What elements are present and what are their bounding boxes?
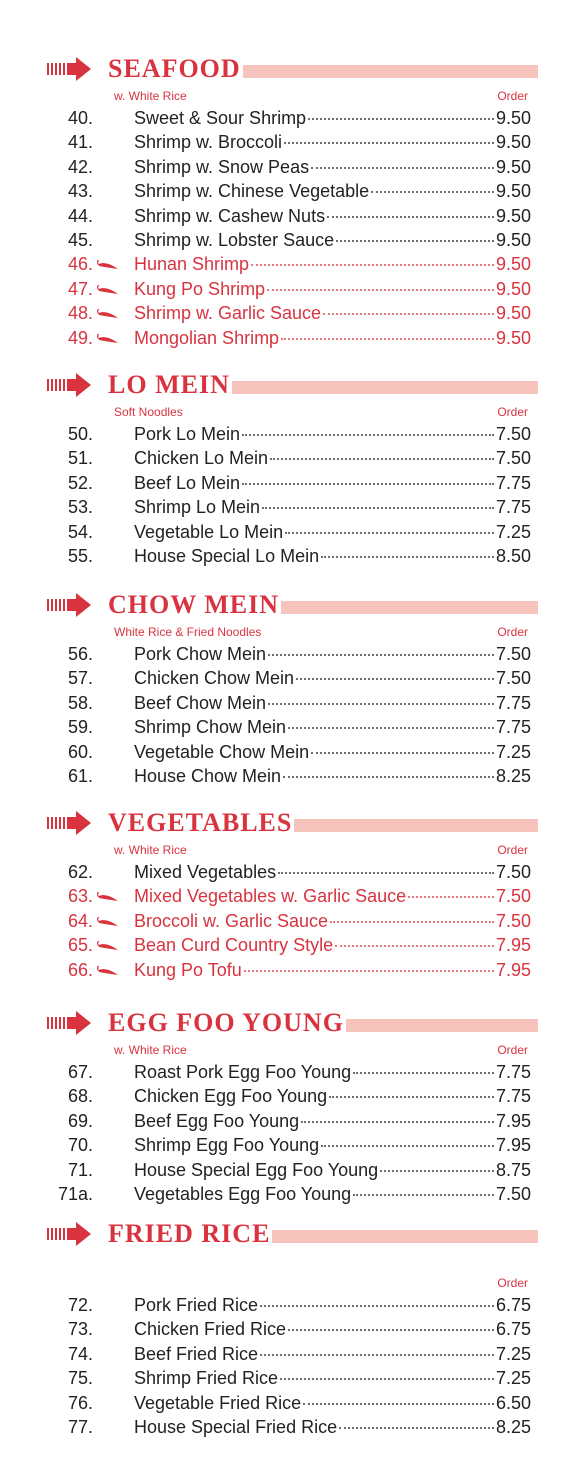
section-title: FRIED RICE: [108, 1219, 271, 1248]
dot-leader: [308, 117, 494, 120]
item-line: [134, 1109, 531, 1133]
section-title: EGG FOO YOUNG: [108, 1008, 344, 1037]
item-price: 9.50: [495, 229, 531, 250]
item-number: 60.: [67, 741, 93, 762]
section-seafood: [0, 54, 581, 350]
item-line: [134, 1415, 531, 1439]
item-name: Kung Po Tofu: [134, 959, 242, 980]
item-line: [134, 1084, 531, 1108]
arrow-icon: [46, 810, 92, 836]
dot-leader: [251, 263, 494, 266]
item-price: 7.95: [495, 935, 531, 956]
section-band: [210, 381, 538, 394]
item-name: Shrimp w. Garlic Sauce: [134, 303, 322, 324]
menu-item: [0, 642, 581, 666]
section-subheader: [0, 1040, 581, 1060]
item-line: [134, 1366, 531, 1390]
pepper-icon: [96, 334, 120, 344]
dot-leader: [260, 1353, 494, 1356]
item-price: 9.50: [495, 278, 531, 299]
item-number: 47.: [67, 278, 93, 299]
item-line: [134, 471, 531, 495]
section-header: [0, 1219, 581, 1251]
item-name: Vegetable Chow Mein: [134, 741, 310, 762]
menu-item: [0, 1109, 581, 1133]
item-name: Shrimp Chow Mein: [134, 717, 287, 738]
arrow-icon: [46, 56, 92, 82]
item-line: [134, 422, 531, 446]
item-name: House Special Egg Foo Young: [134, 1159, 379, 1180]
item-price: 7.50: [495, 424, 531, 444]
section-fried-rice: [0, 1219, 581, 1439]
dot-leader: [311, 751, 494, 754]
item-name: Vegetables Egg Foo Young: [134, 1183, 352, 1204]
dot-leader: [244, 969, 494, 972]
item-price: 7.50: [495, 1183, 531, 1204]
menu-item: [0, 1293, 581, 1317]
dot-leader: [242, 482, 494, 485]
item-line: [134, 764, 531, 788]
item-name: House Special Lo Mein: [134, 545, 320, 566]
item-number: 72.: [67, 1295, 93, 1315]
item-number: 66.: [67, 959, 93, 980]
item-line: [134, 495, 531, 519]
item-name: Chicken Fried Rice: [134, 1319, 287, 1340]
item-name: Vegetable Fried Rice: [134, 1392, 302, 1413]
item-price: 7.75: [495, 1086, 531, 1107]
item-number: 71.: [67, 1159, 93, 1180]
item-number: 63.: [67, 886, 93, 907]
item-name: Mixed Vegetables w. Garlic Sauce: [134, 886, 407, 907]
menu-item: [0, 1391, 581, 1415]
dot-leader: [329, 1095, 494, 1098]
dot-leader: [336, 239, 494, 242]
section-title: VEGETABLES: [108, 808, 293, 837]
item-name: Hunan Shrimp: [134, 254, 250, 275]
section-egg-foo-young: [0, 1008, 581, 1206]
dot-leader: [323, 312, 494, 315]
item-number: 74.: [67, 1343, 93, 1364]
menu-item: [0, 106, 581, 130]
item-line: [134, 691, 531, 715]
item-name: Beef Fried Rice: [134, 1343, 259, 1364]
item-name: Beef Chow Mein: [134, 692, 267, 713]
menu-item: [0, 1415, 581, 1439]
menu-item: [0, 252, 581, 276]
item-number: 69.: [67, 1110, 93, 1131]
item-line: [134, 740, 531, 764]
item-price: 7.75: [495, 717, 531, 738]
section-chow-mein: [0, 590, 581, 788]
item-line: [134, 277, 531, 301]
item-number: 51.: [67, 448, 93, 469]
item-line: [134, 106, 531, 130]
pepper-icon: [96, 892, 120, 902]
item-name: Pork Lo Mein: [134, 424, 241, 444]
item-line: [134, 204, 531, 228]
item-line: [134, 179, 531, 203]
section-subheader: [0, 402, 581, 422]
item-number: 75.: [67, 1368, 93, 1389]
item-line: [134, 446, 531, 470]
item-price: 7.95: [495, 1135, 531, 1156]
item-name: Shrimp w. Chinese Vegetable: [134, 181, 370, 202]
item-name: Shrimp Egg Foo Young: [134, 1135, 320, 1156]
item-number: 57.: [67, 668, 93, 689]
item-list: [0, 106, 581, 350]
item-price: 9.50: [495, 254, 531, 275]
menu-item: [0, 326, 581, 350]
item-line: [134, 326, 531, 350]
menu-item: [0, 520, 581, 544]
menu-item: [0, 860, 581, 884]
item-price: 8.25: [495, 765, 531, 786]
dot-leader: [371, 190, 494, 193]
section-header: [0, 54, 581, 86]
item-number: 71a.: [57, 1183, 93, 1204]
section-vegetables: [0, 808, 581, 982]
item-price: 7.25: [495, 1343, 531, 1364]
item-line: [134, 1133, 531, 1157]
item-name: Kung Po Shrimp: [134, 278, 266, 299]
item-number: 49.: [67, 327, 93, 348]
item-name: Bean Curd Country Style: [134, 935, 334, 956]
section-subheader: [0, 86, 581, 106]
item-price: 7.25: [495, 521, 531, 542]
item-price: 7.50: [495, 862, 531, 882]
item-number: 68.: [67, 1086, 93, 1107]
item-name: Shrimp Fried Rice: [134, 1368, 279, 1389]
dot-leader: [353, 1071, 494, 1074]
arrow-icon: [46, 1221, 92, 1247]
pepper-icon: [96, 917, 120, 927]
item-name: Chicken Egg Foo Young: [134, 1086, 328, 1107]
item-line: [134, 155, 531, 179]
menu-item: [0, 933, 581, 957]
pepper-icon: [96, 309, 120, 319]
order-label: Order: [497, 89, 528, 103]
item-price: 9.50: [495, 108, 531, 128]
section-title: SEAFOOD: [108, 54, 241, 83]
section-title: CHOW MEIN: [108, 590, 280, 619]
dot-leader: [330, 920, 494, 923]
item-line: [134, 520, 531, 544]
item-number: 70.: [67, 1135, 93, 1156]
item-number: 52.: [67, 472, 93, 493]
item-number: 77.: [67, 1416, 93, 1437]
menu-item: [0, 764, 581, 788]
dot-leader: [283, 775, 494, 778]
pepper-icon: [96, 966, 120, 976]
arrow-icon: [46, 592, 92, 618]
item-line: [134, 860, 531, 884]
section-subtitle: Soft Noodles: [114, 405, 183, 419]
item-name: Pork Fried Rice: [134, 1295, 259, 1315]
item-line: [134, 1293, 531, 1317]
menu-item: [0, 228, 581, 252]
item-number: 56.: [67, 644, 93, 664]
dot-leader: [267, 288, 494, 291]
dot-leader: [301, 1120, 494, 1123]
item-name: Vegetable Lo Mein: [134, 521, 284, 542]
item-number: 44.: [67, 205, 93, 226]
menu-item: [0, 179, 581, 203]
item-list: [0, 422, 581, 568]
item-line: [134, 666, 531, 690]
dot-leader: [242, 433, 494, 436]
item-line: [134, 1060, 531, 1084]
section-lo-mein: [0, 370, 581, 568]
item-price: 9.50: [495, 132, 531, 153]
item-name: Shrimp w. Cashew Nuts: [134, 205, 326, 226]
dot-leader: [270, 457, 494, 460]
pepper-icon: [96, 941, 120, 951]
item-line: [134, 130, 531, 154]
menu-item: [0, 1182, 581, 1206]
item-number: 46.: [67, 254, 93, 275]
section-subheader: [0, 1251, 581, 1293]
item-line: [134, 909, 531, 933]
dot-leader: [288, 1328, 494, 1331]
item-price: 9.50: [495, 156, 531, 177]
item-price: 7.75: [495, 472, 531, 493]
pepper-icon: [96, 260, 120, 270]
item-number: 48.: [67, 303, 93, 324]
pepper-icon: [96, 285, 120, 295]
menu-item: [0, 471, 581, 495]
menu-item: [0, 958, 581, 982]
item-number: 61.: [67, 765, 93, 786]
item-price: 7.50: [495, 910, 531, 931]
menu-item: [0, 715, 581, 739]
item-line: [134, 715, 531, 739]
menu-item: [0, 544, 581, 568]
item-number: 53.: [67, 497, 93, 518]
item-name: Mixed Vegetables: [134, 862, 277, 882]
order-label: Order: [497, 625, 528, 639]
dot-leader: [321, 1144, 494, 1147]
section-subtitle: w. White Rice: [114, 89, 187, 103]
item-price: 7.25: [495, 741, 531, 762]
item-price: 8.25: [495, 1416, 531, 1437]
menu-item: [0, 691, 581, 715]
dot-leader: [296, 677, 494, 680]
menu-item: [0, 884, 581, 908]
item-number: 58.: [67, 692, 93, 713]
dot-leader: [311, 166, 494, 169]
dot-leader: [268, 653, 494, 656]
item-name: Broccoli w. Garlic Sauce: [134, 910, 329, 931]
item-price: 7.50: [495, 886, 531, 907]
item-name: Chicken Lo Mein: [134, 448, 269, 469]
item-line: [134, 1158, 531, 1182]
dot-leader: [284, 141, 494, 144]
item-name: Sweet & Sour Shrimp: [134, 108, 307, 128]
section-band: [210, 65, 538, 78]
item-price: 7.75: [495, 692, 531, 713]
dot-leader: [278, 871, 494, 874]
item-list: [0, 642, 581, 788]
item-line: [134, 1342, 531, 1366]
item-price: 9.50: [495, 205, 531, 226]
item-number: 73.: [67, 1319, 93, 1340]
arrow-icon: [46, 372, 92, 398]
dot-leader: [339, 1426, 494, 1429]
item-line: [134, 544, 531, 568]
item-name: Beef Lo Mein: [134, 472, 241, 493]
item-line: [134, 958, 531, 982]
section-header: [0, 1008, 581, 1040]
dot-leader: [281, 337, 494, 340]
dot-leader: [285, 531, 494, 534]
menu-item: [0, 495, 581, 519]
item-line: [134, 933, 531, 957]
section-header: [0, 370, 581, 402]
item-number: 64.: [67, 910, 93, 931]
item-number: 41.: [67, 132, 93, 153]
menu-item: [0, 1342, 581, 1366]
item-price: 8.75: [495, 1159, 531, 1180]
item-number: 59.: [67, 717, 93, 738]
item-line: [134, 884, 531, 908]
item-line: [134, 1182, 531, 1206]
dot-leader: [288, 726, 494, 729]
menu-item: [0, 1060, 581, 1084]
item-price: 6.50: [495, 1392, 531, 1413]
item-number: 50.: [67, 424, 93, 444]
item-price: 9.50: [495, 303, 531, 324]
item-price: 7.50: [495, 668, 531, 689]
item-list: [0, 1060, 581, 1206]
section-subtitle: w. White Rice: [114, 1043, 187, 1057]
item-number: 45.: [67, 229, 93, 250]
menu-item: [0, 1084, 581, 1108]
menu-item: [0, 422, 581, 446]
item-line: [134, 252, 531, 276]
section-title: LO MEIN: [108, 370, 230, 399]
menu-item: [0, 1317, 581, 1341]
section-header: [0, 590, 581, 622]
item-line: [134, 1317, 531, 1341]
item-line: [134, 1391, 531, 1415]
item-price: 7.75: [495, 1062, 531, 1082]
item-name: Roast Pork Egg Foo Young: [134, 1062, 352, 1082]
dot-leader: [303, 1402, 494, 1405]
menu-item: [0, 1158, 581, 1182]
item-line: [134, 301, 531, 325]
item-name: Shrimp w. Lobster Sauce: [134, 229, 335, 250]
dot-leader: [260, 1304, 494, 1307]
item-line: [134, 228, 531, 252]
item-name: Chicken Chow Mein: [134, 668, 295, 689]
section-subheader: [0, 622, 581, 642]
menu-item: [0, 277, 581, 301]
section-subheader: [0, 840, 581, 860]
item-number: 55.: [67, 545, 93, 566]
item-price: 6.75: [495, 1295, 531, 1315]
item-price: 7.95: [495, 1110, 531, 1131]
menu-item: [0, 1133, 581, 1157]
item-price: 6.75: [495, 1319, 531, 1340]
item-number: 67.: [67, 1062, 93, 1082]
item-price: 9.50: [495, 327, 531, 348]
order-label: Order: [497, 843, 528, 857]
item-price: 9.50: [495, 181, 531, 202]
item-number: 42.: [67, 156, 93, 177]
section-subtitle: w. White Rice: [114, 843, 187, 857]
section-subtitle: White Rice & Fried Noodles: [114, 625, 262, 639]
menu-item: [0, 301, 581, 325]
item-name: Beef Egg Foo Young: [134, 1110, 300, 1131]
item-list: [0, 1293, 581, 1439]
order-label: Order: [497, 1276, 528, 1290]
menu-item: [0, 909, 581, 933]
dot-leader: [335, 944, 494, 947]
dot-leader: [408, 895, 494, 898]
item-number: 65.: [67, 935, 93, 956]
menu-item: [0, 204, 581, 228]
item-name: House Special Fried Rice: [134, 1416, 338, 1437]
item-name: Pork Chow Mein: [134, 644, 267, 664]
item-number: 54.: [67, 521, 93, 542]
item-name: Shrimp Lo Mein: [134, 497, 261, 518]
item-number: 62.: [67, 862, 93, 882]
menu-item: [0, 740, 581, 764]
item-line: [134, 642, 531, 666]
menu-item: [0, 666, 581, 690]
item-list: [0, 860, 581, 982]
arrow-icon: [46, 1010, 92, 1036]
item-number: 43.: [67, 181, 93, 202]
dot-leader: [380, 1169, 494, 1172]
menu-item: [0, 446, 581, 470]
dot-leader: [321, 555, 494, 558]
item-price: 7.75: [495, 497, 531, 518]
item-name: Mongolian Shrimp: [134, 327, 280, 348]
dot-leader: [280, 1377, 494, 1380]
item-price: 8.50: [495, 545, 531, 566]
item-number: 76.: [67, 1392, 93, 1413]
dot-leader: [353, 1193, 494, 1196]
menu-item: [0, 130, 581, 154]
menu-item: [0, 1366, 581, 1390]
section-header: [0, 808, 581, 840]
item-number: 40.: [67, 108, 93, 128]
dot-leader: [327, 215, 494, 218]
dot-leader: [262, 506, 494, 509]
order-label: Order: [497, 1043, 528, 1057]
item-name: House Chow Mein: [134, 765, 282, 786]
menu-item: [0, 155, 581, 179]
item-price: 7.50: [495, 448, 531, 469]
item-price: 7.50: [495, 644, 531, 664]
order-label: Order: [497, 405, 528, 419]
dot-leader: [268, 702, 494, 705]
item-name: Shrimp w. Broccoli: [134, 132, 283, 153]
item-name: Shrimp w. Snow Peas: [134, 156, 310, 177]
item-price: 7.95: [495, 959, 531, 980]
item-price: 7.25: [495, 1368, 531, 1389]
